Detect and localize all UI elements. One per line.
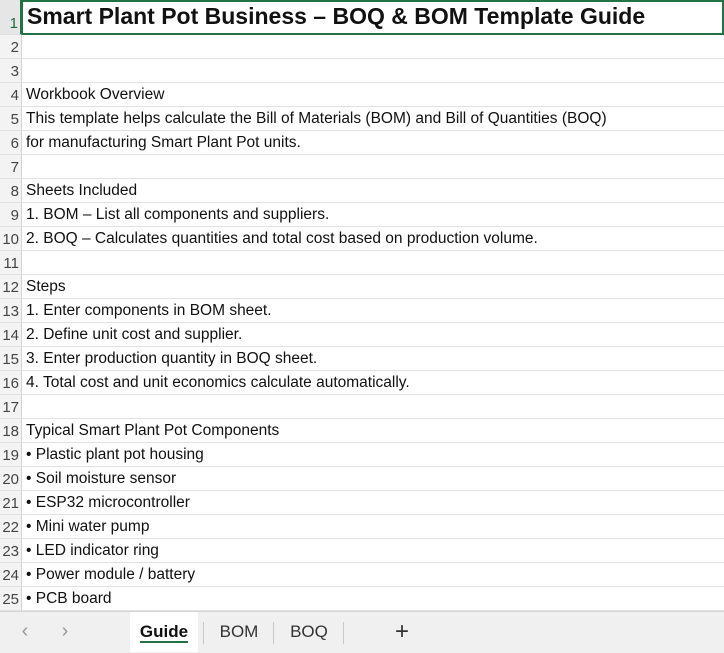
sheet-cell[interactable] [22,563,724,587]
sheet-cell[interactable] [22,515,724,539]
sheet-row [0,251,724,275]
sheet-row [0,299,724,323]
sheet-cell[interactable] [22,227,724,251]
sheet-row [0,515,724,539]
row-number-label: 5 [10,111,19,128]
row-number[interactable] [0,227,22,251]
sheet-cell[interactable] [22,155,724,179]
row-number[interactable] [0,35,22,59]
cell-text: • ESP32 microcontroller [26,494,190,512]
sheet-row [0,491,724,515]
sheet-row [0,179,724,203]
sheet-row [0,275,724,299]
row-number[interactable] [0,539,22,563]
row-number-label: 12 [2,279,19,296]
cell-text: Steps [26,278,66,296]
row-number[interactable] [0,323,22,347]
row-number[interactable] [0,203,22,227]
cell-text: • LED indicator ring [26,542,159,560]
row-number-label: 10 [2,231,19,248]
tab-divider [273,622,274,644]
sheet-cell[interactable] [22,587,724,611]
row-number-label: 1 [9,15,18,32]
sheet-cell[interactable] [22,251,724,275]
cell-text: • Soil moisture sensor [26,470,177,488]
row-number[interactable] [0,155,22,179]
sheet-row [0,107,724,131]
sheet-row [0,59,724,83]
cell-text: • Power module / battery [26,566,196,584]
cell-text: 2. Define unit cost and supplier. [26,326,243,344]
tab-label: BOM [219,622,259,641]
sheet-row [0,587,724,611]
cell-text: 2. BOQ – Calculates quantities and total cost based on production volume. [26,230,538,248]
row-number-label: 24 [2,567,19,584]
row-number[interactable] [0,0,22,35]
cell-text: • Mini water pump [26,518,150,536]
cell-text: Typical Smart Plant Pot Components [26,422,280,440]
sheet-row [0,131,724,155]
cell-text: Smart Plant Pot Business – BOQ & BOM Template Guide [27,2,646,29]
cell-text: • PCB board [26,590,112,608]
cell-text: • Plastic plant pot housing [26,446,204,464]
sheet-cell[interactable] [22,275,724,299]
row-number-label: 8 [10,183,19,200]
sheet-row [0,539,724,563]
row-number-label: 18 [2,423,19,440]
row-number-label: 22 [2,519,19,536]
page-title-cell[interactable] [22,0,724,35]
sheet-tab-bar [0,611,724,653]
sheet-row [0,0,724,35]
row-number[interactable] [0,443,22,467]
chevron-left-icon[interactable]: ‹ [21,620,29,642]
row-number[interactable] [0,107,22,131]
tab-guide[interactable] [130,612,198,652]
row-number-label: 21 [2,495,19,512]
sheet-cell[interactable] [22,539,724,563]
sheet-cell[interactable] [22,347,724,371]
sheet-cell[interactable] [22,83,724,107]
sheet-row [0,35,724,59]
sheet-row [0,203,724,227]
row-number-label: 14 [2,327,19,344]
tab-label: Guide [139,622,189,641]
sheet-cell[interactable] [22,179,724,203]
chevron-right-icon[interactable]: › [61,620,69,642]
sheet-row [0,83,724,107]
sheet-cell[interactable] [22,107,724,131]
row-number-label: 9 [10,207,19,224]
row-number[interactable] [0,347,22,371]
row-number-label: 2 [10,39,19,56]
sheet-cell[interactable] [22,203,724,227]
sheet-row [0,443,724,467]
sheet-cell[interactable] [22,323,724,347]
row-number-label: 4 [10,87,19,104]
row-number-label: 19 [2,447,19,464]
cell-text: Sheets Included [26,182,138,200]
cell-text: This template helps calculate the Bill of Materials (BOM) and Bill of Quantities (BOQ) [26,110,607,128]
tab-boq[interactable] [278,612,340,652]
row-number[interactable] [0,83,22,107]
row-number-label: 3 [10,63,19,80]
cell-text: 1. BOM – List all components and suppliers. [26,206,330,224]
sheet-row [0,227,724,251]
cell-text: Workbook Overview [26,86,165,104]
cell-text: 4. Total cost and unit economics calculate automatically. [26,374,410,392]
row-number[interactable] [0,179,22,203]
plus-icon[interactable]: + [394,618,409,645]
row-number[interactable] [0,587,22,611]
tab-divider [343,622,344,644]
sheet-cell[interactable] [22,59,724,83]
row-number[interactable] [0,395,22,419]
row-number[interactable] [0,299,22,323]
row-number-label: 11 [3,255,19,272]
sheet-row [0,467,724,491]
sheet-cell[interactable] [22,419,724,443]
sheet-cell[interactable] [22,467,724,491]
row-number[interactable] [0,467,22,491]
tab-divider [203,622,204,644]
row-number-label: 13 [2,303,19,320]
cell-text: 3. Enter production quantity in BOQ sheet. [26,350,318,368]
sheet-cell[interactable] [22,35,724,59]
cell-text: 1. Enter components in BOM sheet. [26,302,272,320]
row-number-label: 7 [10,159,19,176]
row-number[interactable] [0,371,22,395]
sheet-row [0,395,724,419]
sheet-row [0,563,724,587]
sheet-cell[interactable] [22,395,724,419]
row-number-label: 17 [2,399,19,416]
row-number[interactable] [0,251,22,275]
row-number[interactable] [0,59,22,83]
row-number-label: 23 [2,543,19,560]
active-tab-indicator [140,641,188,643]
sheet-cell[interactable] [22,443,724,467]
row-number-label: 25 [2,591,19,608]
tab-label: BOQ [290,622,328,641]
sheet-row [0,371,724,395]
sheet-cell[interactable] [22,131,724,155]
tab-bom[interactable] [208,612,270,652]
sheet-row [0,419,724,443]
sheet-cell[interactable] [22,371,724,395]
row-number[interactable] [0,491,22,515]
cell-text: for manufacturing Smart Plant Pot units. [26,134,301,152]
sheet-row [0,347,724,371]
sheet-cell[interactable] [22,491,724,515]
row-number-label: 6 [10,135,19,152]
sheet-row [0,323,724,347]
sheet-row [0,155,724,179]
row-number[interactable] [0,563,22,587]
sheet-cell[interactable] [22,299,724,323]
row-number[interactable] [0,275,22,299]
row-number[interactable] [0,419,22,443]
row-number-label: 20 [2,471,19,488]
row-number[interactable] [0,131,22,155]
row-number-label: 16 [2,375,19,392]
row-number-label: 15 [2,351,19,368]
row-number[interactable] [0,515,22,539]
